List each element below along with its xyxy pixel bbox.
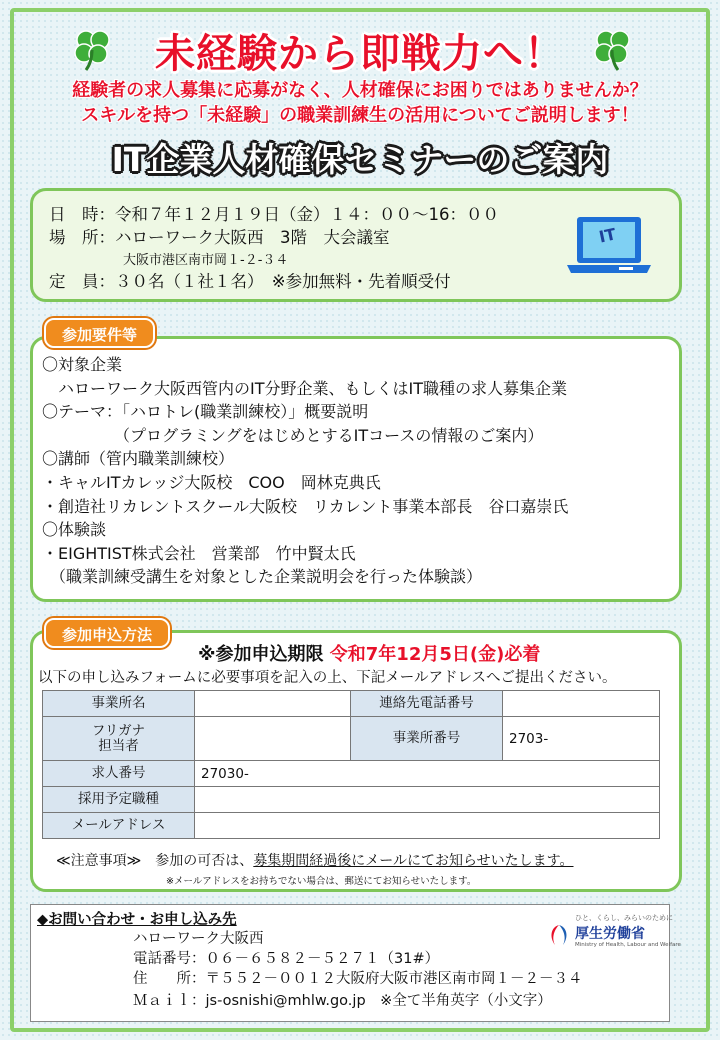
planned-job-label: 採用予定職種	[43, 787, 195, 813]
deadline	[198, 640, 540, 666]
business-name-field[interactable]	[195, 691, 351, 717]
office-number-field[interactable]: 2703-	[503, 717, 660, 761]
headline: 未経験から即戦力へ！	[155, 31, 565, 77]
requirement-line: （プログラミングをはじめとするITコースの情報のご案内）	[42, 425, 544, 445]
application-instruction: 以下の申し込みフォームに必要事項を記入の上、下記メールアドレスへご提出ください。	[38, 670, 617, 686]
deadline-date: 令和7年12月5日(金)必着	[329, 644, 541, 665]
table-row	[43, 761, 660, 787]
email-field[interactable]	[195, 813, 660, 839]
contact-phone: 電話番号：０６－６５８２－５２７１（31#）	[133, 951, 440, 967]
requirement-line: （職業訓練受講生を対象とした企業説明会を行った体験談）	[42, 567, 483, 587]
contact-mail: Ｍａｉｌ：js-osnishi@mhlw.go.jp ※全て半角英字（小文字）	[133, 993, 552, 1009]
event-address: 大阪市港区南市岡１-２-３４	[123, 253, 289, 268]
contact-address: 住 所：〒５５２－００１２大阪府大阪市港区南市岡１－２－３４	[133, 971, 583, 987]
table-row	[43, 691, 660, 717]
application-form-table	[42, 690, 660, 839]
requirement-line: 〇体験談	[42, 520, 107, 540]
laptop-icon	[563, 213, 655, 279]
event-info-panel	[30, 188, 682, 302]
job-number-field[interactable]: 27030-	[195, 761, 660, 787]
application-tag: 参加申込方法	[44, 618, 170, 648]
notice	[56, 850, 574, 870]
requirement-line: ・キャルITカレッジ大阪校 COO 岡林克典氏	[42, 473, 381, 492]
requirement-line: ・EIGHTIST株式会社 営業部 竹中賢太氏	[42, 543, 356, 563]
subheadline-1: 経験者の求人募集に応募がなく、人材確保にお困りではありませんか？	[72, 80, 648, 101]
requirement-line: ・創造社リカレントスクール大阪校 リカレント事業本部長 谷口嘉崇氏	[42, 496, 569, 516]
email-label: メールアドレス	[43, 813, 195, 839]
contact-box	[30, 904, 681, 1022]
deadline-prefix: ※参加申込期限	[198, 644, 324, 665]
table-row	[43, 787, 660, 813]
contact-phone-field[interactable]	[503, 691, 660, 717]
business-name-label: 事業所名	[43, 691, 195, 717]
office-number-label: 事業所番号	[351, 717, 503, 761]
contact-office: ハローワーク大阪西	[133, 931, 264, 947]
person-field[interactable]	[195, 717, 351, 761]
requirement-line: 〇対象企業	[42, 355, 123, 374]
laptop-text: IT	[597, 224, 618, 247]
person-label: 担当者	[98, 737, 139, 754]
event-place: 場 所：ハローワーク大阪西 3階 大会議室	[49, 228, 390, 247]
event-datetime: 日 時：令和７年１２月１９日（金）１４：００～16：００	[49, 205, 499, 224]
logo-name: 厚生労働省	[575, 926, 645, 942]
job-number-label: 求人番号	[43, 761, 195, 787]
contact-phone-label: 連絡先電話番号	[351, 691, 503, 717]
requirement-line: 〇テーマ：「ハロトレ(職業訓練校）」概要説明	[42, 402, 369, 422]
contact-heading: ◆お問い合わせ・お申し込み先	[37, 912, 237, 928]
planned-job-field[interactable]	[195, 787, 660, 813]
furigana-person-label	[43, 717, 195, 761]
logo-en: Ministry of Health, Labour and Welfare	[575, 942, 681, 948]
table-row	[43, 813, 660, 839]
mhlw-logo	[547, 913, 681, 955]
event-capacity: 定 員：３０名（１社１名） ※参加無料・先着順受付	[49, 272, 451, 291]
mhlw-logo-icon	[547, 923, 571, 949]
requirement-line: 〇講師（管内職業訓練校）	[42, 449, 235, 469]
notice-underlined: 募集期間経過後にメールにてお知らせいたします。	[253, 853, 574, 869]
notice-small: ※メールアドレスをお持ちでない場合は、郵送にてお知らせいたします。	[166, 876, 477, 887]
requirement-line: ハローワーク大阪西管内のIT分野企業、もしくはIT職種の求人募集企業	[42, 378, 567, 398]
table-row	[43, 717, 660, 761]
notice-prefix: ≪注意事項≫ 参加の可否は、	[56, 853, 254, 869]
furigana-label: フリガナ	[91, 722, 146, 739]
requirements-tag: 参加要件等	[44, 318, 155, 348]
logo-tagline: ひと、くらし、みらいのために	[575, 914, 673, 922]
subheadline-2: スキルを持つ「未経験」の職業訓練生の活用についてご説明します！	[81, 105, 639, 126]
seminar-title: IT企業人材確保セミナーのご案内	[111, 140, 609, 179]
